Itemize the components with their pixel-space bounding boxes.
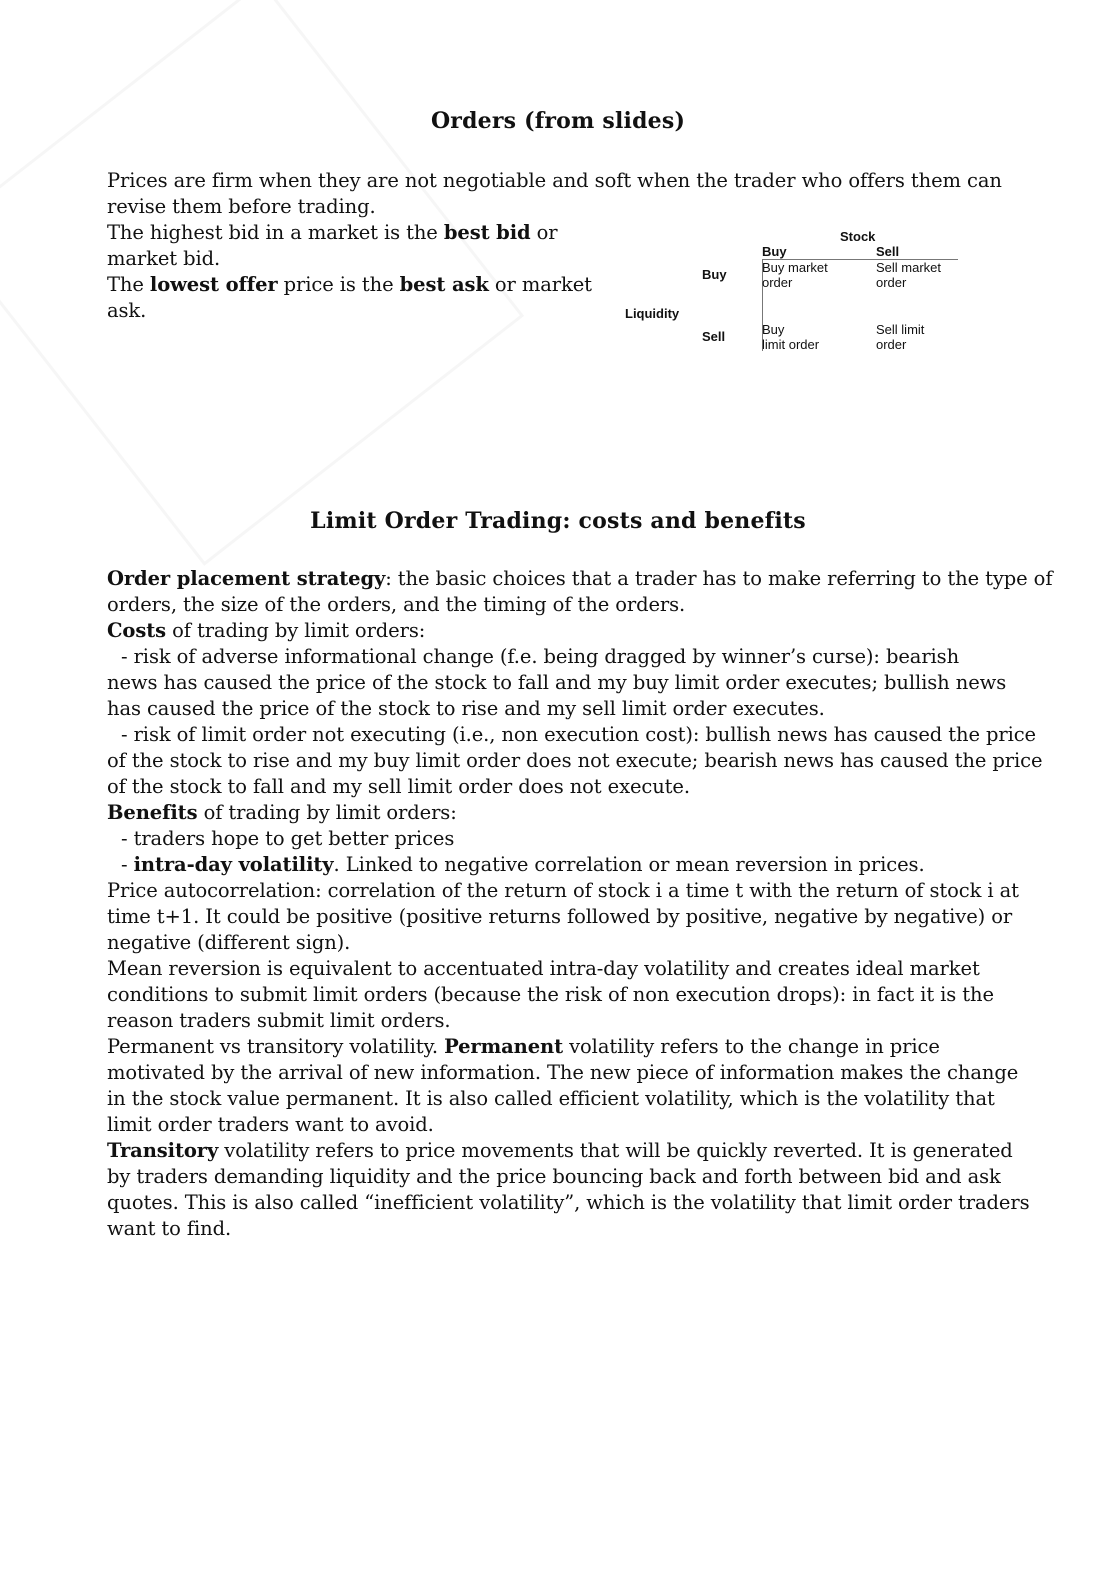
text-line: in the stock value permanent. It is also called efficient volatility, which is the volatility that xyxy=(107,1087,995,1110)
text-line: motivated by the arrival of new information. The new piece of information makes the change xyxy=(107,1061,1019,1084)
cell-line: Buy xyxy=(762,322,785,337)
text-line xyxy=(107,220,592,246)
paragraph-limit-order-costs-benefits xyxy=(107,566,1052,1242)
text-run: or xyxy=(530,221,558,244)
bold-term-best-ask: best ask xyxy=(399,273,489,296)
matrix-cell-buy-market-order xyxy=(762,260,828,290)
text-run: : the basic choices that a trader has to make referring to the type of xyxy=(385,567,1053,590)
text-line: limit order traders want to avoid. xyxy=(107,1113,434,1136)
matrix-cell-sell-market-order xyxy=(876,260,941,290)
bold-term-intraday-volatility: intra-day volatility xyxy=(133,853,334,876)
cell-line: limit order xyxy=(762,337,820,352)
matrix-col-buy: Buy xyxy=(762,244,787,259)
text-line: by traders demanding liquidity and the price bouncing back and forth between bid and ask xyxy=(107,1165,1001,1188)
text-line: time t+1. It could be positive (positive returns followed by positive, negative by negative) or xyxy=(107,905,1013,928)
text-run: . Linked to negative correlation or mean reversion in prices. xyxy=(333,853,925,876)
text-run: - xyxy=(121,853,134,876)
section-title-orders: Orders (from slides) xyxy=(430,108,686,134)
text-line: quotes. This is also called “inefficient volatility”, which is the volatility that limit order traders xyxy=(107,1191,1030,1214)
text-line: revise them before trading. xyxy=(107,195,376,218)
text-run: The highest bid in a market is the xyxy=(107,221,444,244)
text-line: of the stock to rise and my buy limit order does not execute; bearish news has caused the price xyxy=(107,749,1043,772)
text-run: The xyxy=(107,273,150,296)
text-line: negative (different sign). xyxy=(107,931,351,954)
bold-term-order-placement-strategy: Order placement strategy xyxy=(107,567,386,590)
cell-line: Buy market xyxy=(762,260,828,275)
text-line: Prices are firm when they are not negotiable and soft when the trader who offers them can xyxy=(107,169,1002,192)
text-run: volatility refers to price movements that will be quickly reverted. It is generated xyxy=(218,1139,1013,1162)
text-line: reason traders submit limit orders. xyxy=(107,1009,451,1032)
cell-line: order xyxy=(762,275,793,290)
text-run: or market xyxy=(488,273,592,296)
text-line: Price autocorrelation: correlation of the return of stock i a time t with the return of stock i at xyxy=(107,879,1019,902)
bold-term-permanent: Permanent xyxy=(444,1035,564,1058)
cell-line: order xyxy=(876,275,907,290)
matrix-row-sell: Sell xyxy=(702,329,726,344)
text-line: conditions to submit limit orders (because the risk of non execution drops): in fact it is the xyxy=(107,983,994,1006)
paragraph-firm-soft-prices xyxy=(107,168,1002,220)
order-types-matrix xyxy=(620,225,970,360)
matrix-row-buy: Buy xyxy=(702,267,727,282)
text-line: - traders hope to get better prices xyxy=(121,827,455,850)
bold-term-costs: Costs xyxy=(107,619,166,642)
text-line xyxy=(107,800,1052,826)
bold-term-lowest-offer: lowest offer xyxy=(149,273,278,296)
matrix-col-sell: Sell xyxy=(876,244,900,259)
matrix-header-stock: Stock xyxy=(840,229,876,244)
paragraph-best-bid-ask xyxy=(107,220,592,324)
cell-line: Sell market xyxy=(876,260,942,275)
text-run: price is the xyxy=(277,273,400,296)
text-line: market bid. xyxy=(107,247,221,270)
matrix-label-liquidity: Liquidity xyxy=(625,306,680,321)
text-line xyxy=(107,1034,1052,1060)
bold-term-transitory: Transitory xyxy=(107,1139,219,1162)
text-line: orders, the size of the orders, and the timing of the orders. xyxy=(107,593,686,616)
text-line xyxy=(107,566,1052,592)
cell-line: order xyxy=(876,337,907,352)
matrix-cell-buy-limit-order xyxy=(762,322,819,352)
text-line: - risk of adverse informational change (f.e. being dragged by winner’s curse): bearish xyxy=(121,645,960,668)
text-line: - risk of limit order not executing (i.e., non execution cost): bullish news has caused the price xyxy=(121,723,1036,746)
text-line xyxy=(107,1138,1052,1164)
cell-line: Sell limit xyxy=(876,322,925,337)
bold-term-benefits: Benefits xyxy=(107,801,198,824)
text-line: has caused the price of the stock to rise and my sell limit order executes. xyxy=(107,697,825,720)
text-line xyxy=(107,272,592,298)
text-run: of trading by limit orders: xyxy=(197,801,457,824)
text-line xyxy=(107,618,1052,644)
text-line: ask. xyxy=(107,299,147,322)
text-line: of the stock to fall and my sell limit order does not execute. xyxy=(107,775,690,798)
text-run: volatility refers to the change in price xyxy=(563,1035,940,1058)
matrix-cell-sell-limit-order xyxy=(876,322,924,352)
text-line xyxy=(107,852,1052,878)
text-line: Mean reversion is equivalent to accentuated intra-day volatility and creates ideal market xyxy=(107,957,980,980)
section-title-limit-order-trading: Limit Order Trading: costs and benefits xyxy=(310,508,806,534)
text-run: Permanent vs transitory volatility. xyxy=(107,1035,445,1058)
bold-term-best-bid: best bid xyxy=(443,221,531,244)
text-run: of trading by limit orders: xyxy=(166,619,426,642)
text-line: want to find. xyxy=(107,1217,232,1240)
text-line: news has caused the price of the stock to fall and my buy limit order executes; bullish news xyxy=(107,671,1007,694)
